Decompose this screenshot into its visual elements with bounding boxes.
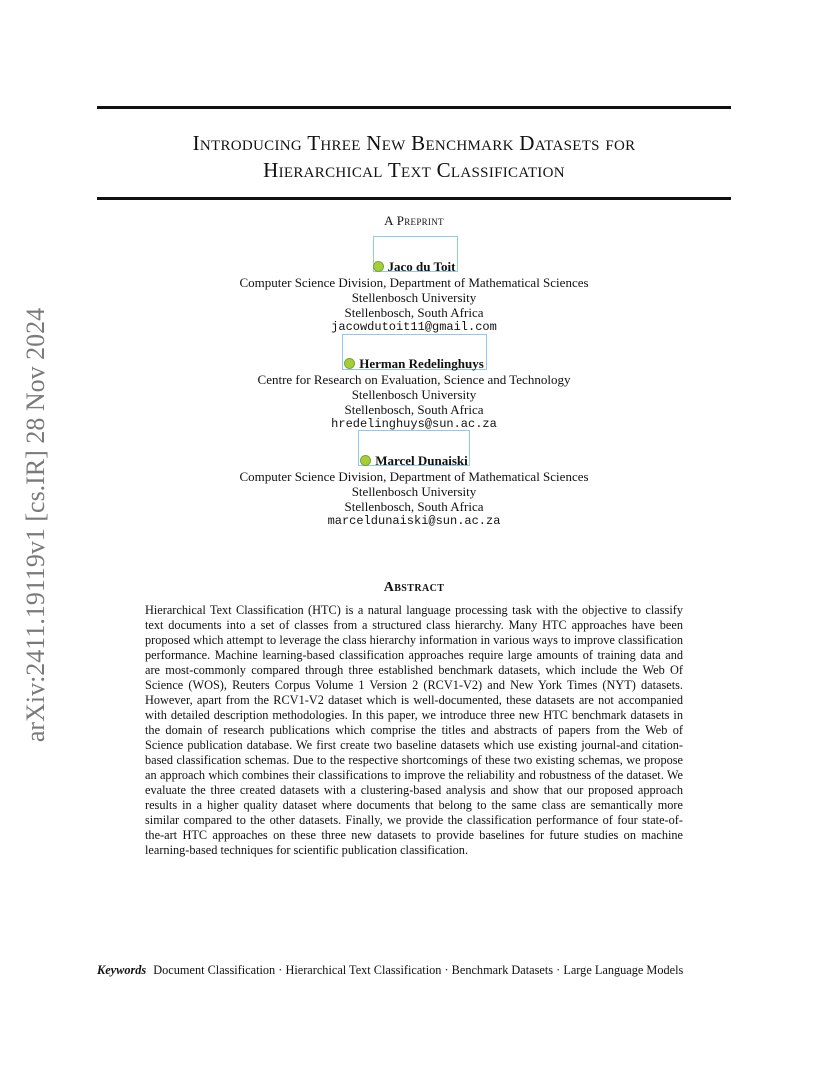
title-rule-top xyxy=(97,106,731,109)
author-2-email[interactable]: hredelinghuys@sun.ac.za xyxy=(331,417,497,431)
abstract-heading: Abstract xyxy=(383,580,445,595)
author-1-name xyxy=(373,259,456,274)
author-3-name xyxy=(360,453,468,468)
paper-title xyxy=(97,130,731,184)
orcid-icon[interactable] xyxy=(360,455,371,466)
author-3-university: Stellenbosch University xyxy=(351,484,477,499)
author-3-location: Stellenbosch, South Africa xyxy=(344,499,484,514)
author-1-block xyxy=(0,259,828,335)
orcid-icon[interactable] xyxy=(373,261,384,272)
author-3-affiliation: Computer Science Division, Department of Mathematical Sciences xyxy=(239,469,589,484)
author-2-location: Stellenbosch, South Africa xyxy=(344,402,484,417)
author-1-university: Stellenbosch University xyxy=(351,290,477,305)
title-line-2: Hierarchical Text Classification xyxy=(263,158,565,182)
title-line-1: Introducing Three New Benchmark Datasets for xyxy=(192,131,636,155)
author-1-email[interactable]: jacowdutoit11@gmail.com xyxy=(331,320,497,334)
author-2-name xyxy=(344,356,484,371)
keywords-label: Keywords xyxy=(97,963,147,977)
author-1-location: Stellenbosch, South Africa xyxy=(344,305,484,320)
preprint-label: A Preprint xyxy=(384,213,444,228)
author-3-block xyxy=(0,453,828,529)
author-2-affiliation: Centre for Research on Evaluation, Science and Technology xyxy=(257,372,571,387)
author-1-name-text: Jaco du Toit xyxy=(387,259,456,274)
keywords-text: Document Classification · Hierarchical Text Classification · Benchmark Datasets · Large Language Models xyxy=(153,963,684,977)
author-2-university: Stellenbosch University xyxy=(351,387,477,402)
author-3-name-text: Marcel Dunaiski xyxy=(375,453,468,468)
arxiv-side-label[interactable]: arXiv:2411.19119v1 [cs.IR] 28 Nov 2024 xyxy=(21,307,50,743)
title-rule-bottom xyxy=(97,197,731,200)
author-2-name-text: Herman Redelinghuys xyxy=(359,356,484,371)
keywords-line xyxy=(97,963,737,978)
abstract-text: Hierarchical Text Classification (HTC) is a natural language processing task with the objective to classify text documents into a set of classes from a structured class hierarchy. Many HTC approaches have been proposed which attempt to leverage the class hierarchy information in various ways to improve classification performance. Machine learning-based classification approaches require large amounts of training data and are most-commonly compared through three established benchmark datasets, which include the Web Of Science (WOS), Reuters Corpus Volume 1 Version 2 (RCV1-V2) and New York Times (NYT) datasets. However, apart from the RCV1-V2 dataset which is well-documented, these datasets are not accompanied with detailed description methodologies. In this paper, we introduce three new HTC benchmark datasets in the domain of research publications which comprise the titles and abstracts of papers from the Web of Science publication database. We first create two baseline datasets which use existing journal-and citation-based classification schemas. Due to the respective shortcomings of these two existing schemas, we propose an approach which combines their classifications to improve the reliability and robustness of the dataset. We evaluate the three created datasets with a clustering-based analysis and show that our proposed approach results in a higher quality dataset where documents that belong to the same class are semantically more similar compared to the other datasets. Finally, we provide the classification performance of four state-of-the-art HTC approaches on these three new datasets to provide baselines for future studies on machine learning-based techniques for scientific publication classification. xyxy=(145,603,683,857)
author-3-email[interactable]: marceldunaiski@sun.ac.za xyxy=(327,514,501,528)
author-1-affiliation: Computer Science Division, Department of Mathematical Sciences xyxy=(239,275,589,290)
author-2-block xyxy=(0,356,828,432)
orcid-icon[interactable] xyxy=(344,358,355,369)
